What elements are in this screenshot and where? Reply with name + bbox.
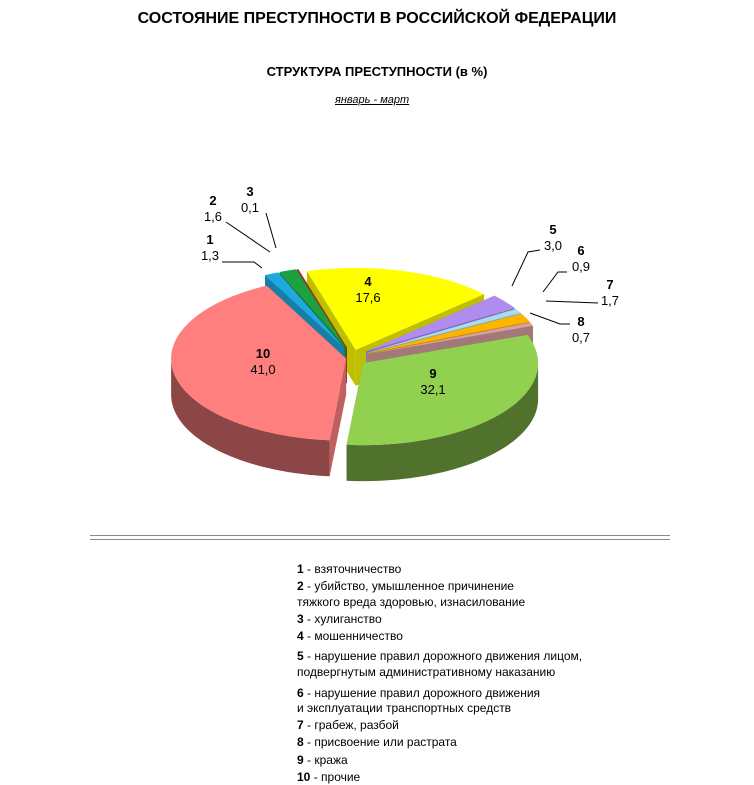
legend-item-4: 4 - мошенничество xyxy=(297,628,403,643)
page-title: СОСТОЯНИЕ ПРЕСТУПНОСТИ В РОССИЙСКОЙ ФЕДЕРАЦИИ xyxy=(137,10,617,27)
data-label-7: 7 1,7 xyxy=(600,277,620,308)
chart-title: СТРУКТУРА ПРЕСТУПНОСТИ (в %) xyxy=(266,64,488,79)
data-label-10: 10 41,0 xyxy=(250,346,276,377)
legend-item-5: 5 - нарушение правил дорожного движения лицом, подвергнутым административному наказанию xyxy=(297,649,583,680)
data-label-5: 5 3,0 xyxy=(543,222,563,253)
legend-item-6: 6 - нарушение правил дорожного движения и эксплуатации транспортных средств xyxy=(297,685,541,716)
legend xyxy=(297,562,582,785)
legend-item-10: 10 - прочие xyxy=(297,769,361,784)
legend-item-8: 8 - присвоение или растрата xyxy=(297,735,457,750)
legend-item-9: 9 - кража xyxy=(297,752,348,767)
leader-line-5 xyxy=(512,250,540,286)
data-label-9: 9 32,1 xyxy=(420,366,446,397)
chart-subtitle: январь - март xyxy=(335,94,410,106)
separator-line xyxy=(90,535,670,540)
data-label-6: 6 0,9 xyxy=(571,243,591,274)
data-label-3: 3 0,1 xyxy=(240,184,260,215)
leader-line-3 xyxy=(266,213,276,248)
leader-line-2 xyxy=(226,222,270,252)
legend-item-2: 2 - убийство, умышленное причинение тяжкого вреда здоровью, изнасилование xyxy=(297,579,526,609)
legend-item-3: 3 - хулиганство xyxy=(297,611,382,626)
data-label-2: 2 1,6 xyxy=(203,193,223,224)
leader-line-6 xyxy=(543,272,567,292)
data-label-4: 4 17,6 xyxy=(355,274,381,305)
data-label-1: 1 1,3 xyxy=(200,232,220,263)
legend-item-1: 1 - взяточничество xyxy=(297,562,402,576)
legend-item-7: 7 - грабеж, разбой xyxy=(297,718,399,733)
data-label-8: 8 0,7 xyxy=(571,314,591,345)
